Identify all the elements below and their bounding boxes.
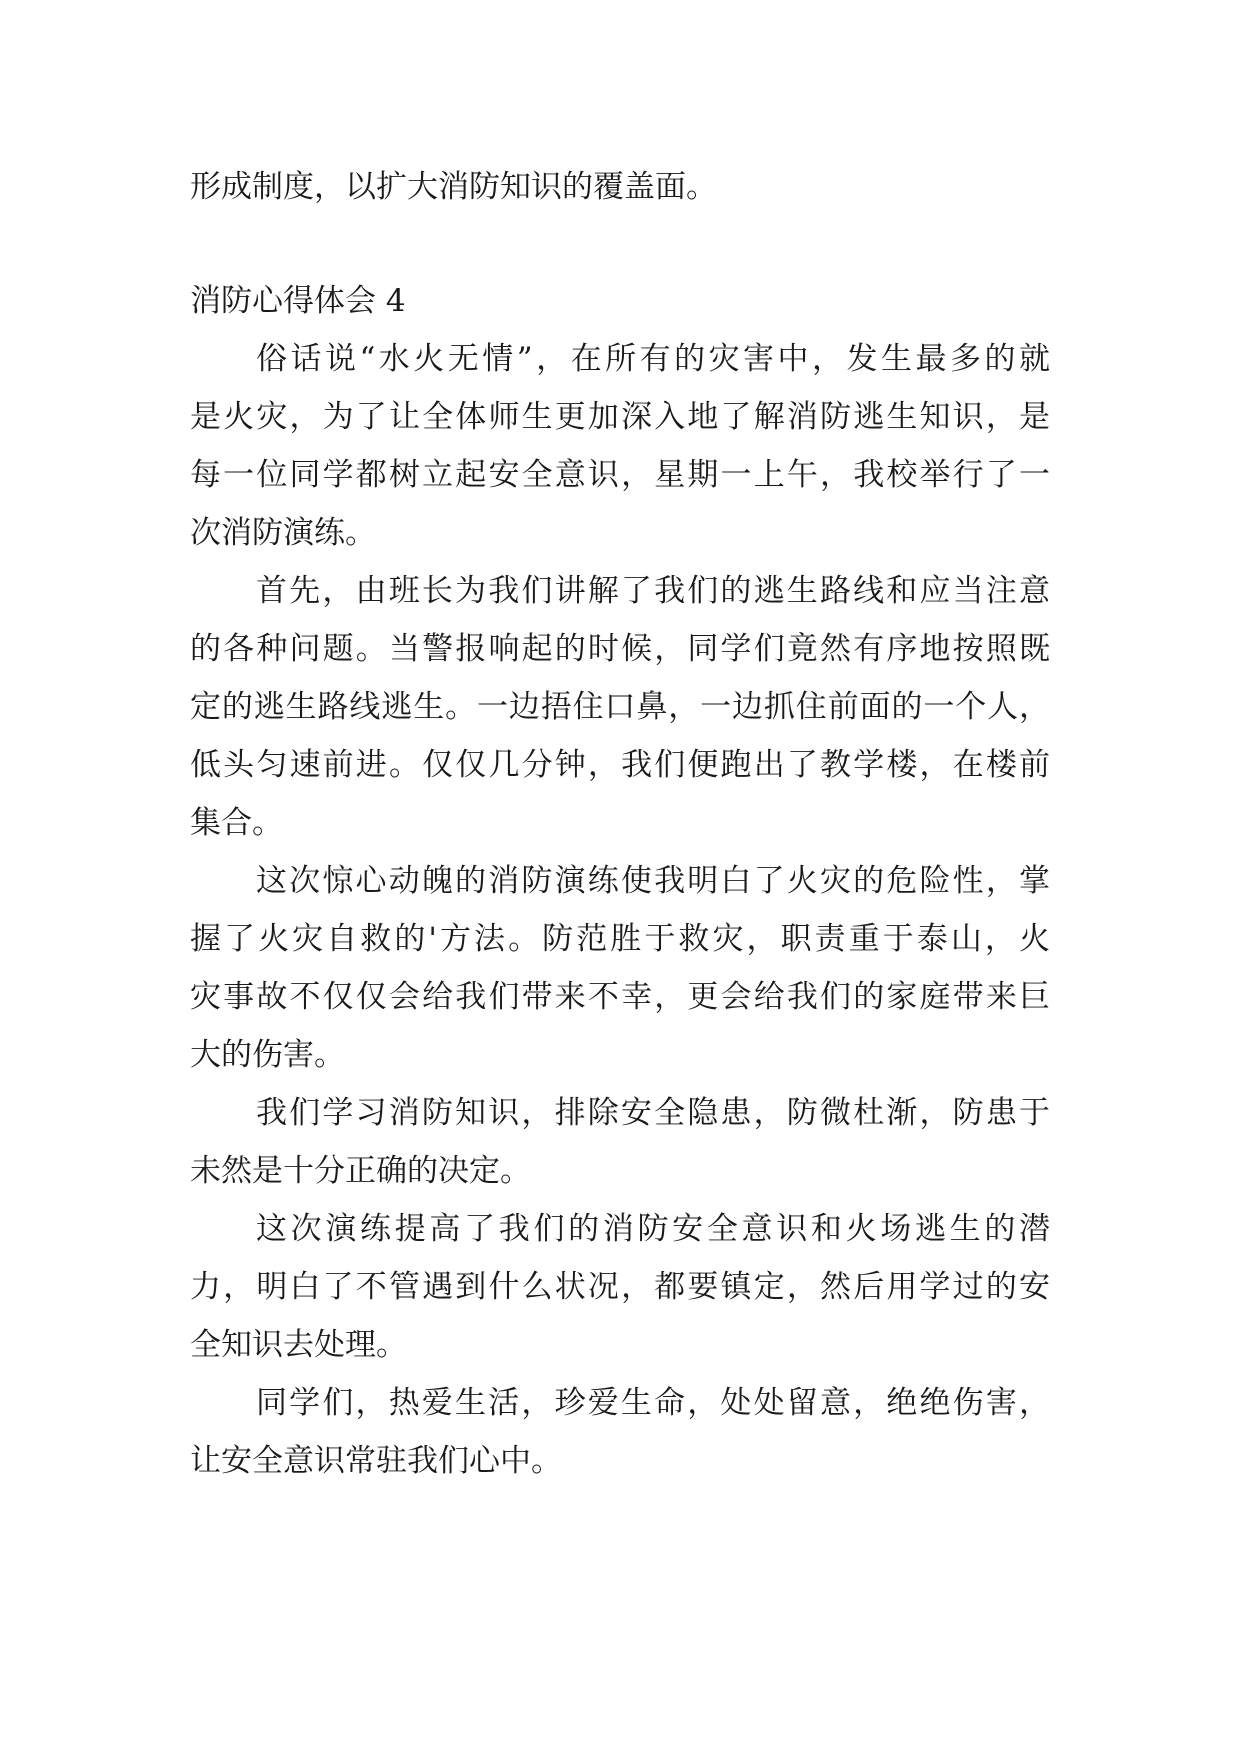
paragraph-line: 握了火灾自救的'方法。防范胜于救灾，职责重于泰山，火 (190, 921, 1050, 957)
paragraph-line: 定的逃生路线逃生。一边捂住口鼻，一边抓住前面的一个人， (190, 689, 1050, 725)
paragraph-line: 大的伤害。 (190, 1037, 345, 1073)
paragraph-line: 次消防演练。 (190, 515, 376, 551)
paragraph-line: 全知识去处理。 (190, 1327, 407, 1363)
section-heading: 消防心得体会 4 (190, 283, 406, 319)
paragraph-line: 低头匀速前进。仅仅几分钟，我们便跑出了教学楼，在楼前 (190, 747, 1050, 783)
document-body (190, 158, 1050, 1490)
paragraph-line: 是火灾，为了让全体师生更加深入地了解消防逃生知识，是 (190, 399, 1050, 435)
paragraph-line: 每一位同学都树立起安全意识，星期一上午，我校举行了一 (190, 457, 1050, 493)
paragraph-line: 灾事故不仅仅会给我们带来不幸，更会给我们的家庭带来巨 (190, 979, 1050, 1015)
paragraph-line: 力，明白了不管遇到什么状况，都要镇定，然后用学过的安 (190, 1269, 1050, 1305)
paragraph-line: 这次惊心动魄的消防演练使我明白了火灾的危险性，掌 (256, 863, 1050, 899)
paragraph-line: 的各种问题。当警报响起的时候，同学们竟然有序地按照既 (190, 631, 1050, 667)
paragraph-line: 让安全意识常驻我们心中。 (190, 1443, 562, 1479)
paragraph-line: 同学们，热爱生活，珍爱生命，处处留意，绝绝伤害， (256, 1385, 1050, 1421)
paragraph-line: 未然是十分正确的决定。 (190, 1153, 531, 1189)
section-spacer (190, 216, 1050, 272)
paragraph-line: 首先，由班长为我们讲解了我们的逃生路线和应当注意 (256, 573, 1050, 609)
paragraph-line: 我们学习消防知识，排除安全隐患，防微杜渐，防患于 (256, 1095, 1050, 1131)
paragraph-line: 这次演练提高了我们的消防安全意识和火场逃生的潜 (256, 1211, 1050, 1247)
paragraph-line: 形成制度，以扩大消防知识的覆盖面。 (190, 169, 717, 205)
paragraph-line: 集合。 (190, 805, 283, 841)
paragraph-line: 俗话说“水火无情”，在所有的灾害中，发生最多的就 (256, 341, 1050, 377)
